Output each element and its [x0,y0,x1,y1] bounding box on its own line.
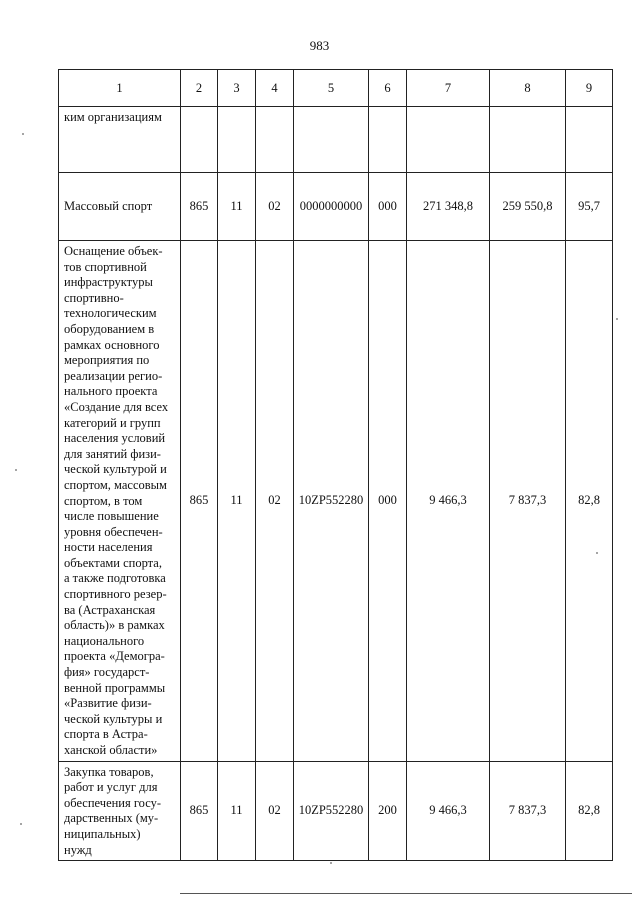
column-header: 1 [59,70,181,107]
cell [369,107,407,173]
cell: 200 [369,761,407,861]
cell: 02 [256,241,294,762]
cell [294,107,369,173]
column-header: 4 [256,70,294,107]
table-row [59,107,613,173]
cell [566,107,613,173]
column-header: 2 [181,70,218,107]
cell: 865 [181,241,218,762]
column-header: 8 [490,70,566,107]
scan-speck [22,133,24,135]
cell [490,107,566,173]
row-name-cell: Оснащение объек- тов спортивной инфраструктуры спортивно- технологическим оборудованием в рамках основного мероприятия по реализации регио- нального проекта «Создание для всех категорий и групп населения условий для занятий физи- ческой культурой и спортом, массовым спортом, в том числе повышение уровня обеспечен- ности населения объектами спорта, а также подготовка спортивного резер- ва (Астраханская область)» в рамках национального проекта «Демогра- фия» государст- венной программы «Развитие физи- ческой культуры и спорта в Астра- ханской области» [59,241,181,762]
scan-speck [20,823,22,825]
scan-speck [596,552,598,554]
page-number: 983 [309,38,330,53]
scan-speck [330,862,332,864]
column-header: 3 [218,70,256,107]
table-row [59,761,613,861]
cell: 0000000000 [294,173,369,241]
budget-table [58,69,613,861]
page-edge-line [180,893,632,894]
column-header: 5 [294,70,369,107]
cell [181,107,218,173]
cell: 9 466,3 [407,761,490,861]
cell: 10ZP552280 [294,761,369,861]
cell [218,107,256,173]
cell: 9 466,3 [407,241,490,762]
cell: 865 [181,761,218,861]
cell: 82,8 [566,241,613,762]
cell: 271 348,8 [407,173,490,241]
column-header: 9 [566,70,613,107]
cell: 82,8 [566,761,613,861]
cell: 11 [218,173,256,241]
column-header: 7 [407,70,490,107]
cell [407,107,490,173]
cell: 10ZP552280 [294,241,369,762]
cell: 7 837,3 [490,241,566,762]
row-name-cell: Закупка товаров, работ и услуг для обеспечения госу- дарственных (му- ниципальных) нужд [59,761,181,861]
cell: 02 [256,173,294,241]
cell: 865 [181,173,218,241]
cell: 000 [369,241,407,762]
cell: 02 [256,761,294,861]
cell: 7 837,3 [490,761,566,861]
table-row [59,241,613,762]
cell: 11 [218,761,256,861]
cell: 95,7 [566,173,613,241]
scan-speck [15,469,17,471]
row-name-cell: ким организациям [59,107,181,173]
cell: 000 [369,173,407,241]
table-row [59,173,613,241]
row-name-cell: Массовый спорт [59,173,181,241]
column-header: 6 [369,70,407,107]
cell: 11 [218,241,256,762]
cell: 259 550,8 [490,173,566,241]
scan-speck [616,318,618,320]
cell [256,107,294,173]
table-header-row [59,70,613,107]
